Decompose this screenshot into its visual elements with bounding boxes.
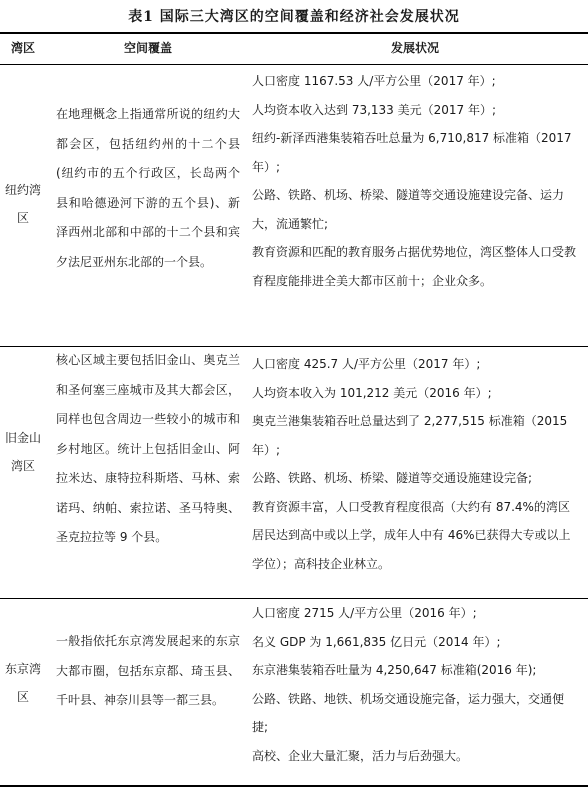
development-item: 教育资源和匹配的教育服务占据优势地位，湾区整体人口受教育程度能排进全美大都市区前十；企业众多。 — [252, 245, 577, 288]
development-item: 名义 GDP 为 1,661,835 亿日元（2014 年）; — [252, 634, 501, 649]
region-name: 东京湾区 — [4, 662, 41, 704]
bottom-rule — [0, 785, 588, 787]
coverage-text: 在地理概念上指通常所说的纽约大都会区，包括纽约州的十二个县(纽约市的五个行政区，长岛两个县和哈德逊河下游的五个县)、新泽西州北部和中部的十二个县和宾夕法尼亚州东北部的一个县。 — [56, 107, 240, 269]
development-item: 人口密度 2715 人/平方公里（2016 年）; — [252, 606, 477, 620]
header-development: 发展状况 — [390, 41, 439, 55]
development-item: 人口密度 425.7 人/平方公里（2017 年）; — [252, 357, 481, 371]
development-item: 人口密度 1167.53 人/平方公里（2017 年）; — [252, 74, 496, 88]
coverage-text: 一般指依托东京湾发展起来的东京大都市圈，包括东京都、琦玉县、千叶县、神奈川县等一都三县。 — [56, 634, 240, 707]
development-item: 教育资源丰富，人口受教育程度很高（大约有 87.4%的湾区居民达到高中或以上学，成年人中有 46%已获得大专或以上学位）；高科技企业林立。 — [252, 499, 571, 571]
development-list — [252, 599, 578, 770]
region-name: 旧金山湾区 — [4, 431, 41, 473]
development-item: 人均资本收入达到 73,133 美元（2017 年）; — [252, 102, 497, 117]
header-rule — [0, 64, 588, 65]
development-item: 高校、企业大量汇聚，活力与后劲强大。 — [252, 748, 469, 763]
development-item: 公路、铁路、地铁、机场交通设施完备，运力强大，交通便捷; — [252, 691, 565, 734]
development-item: 纽约-新泽西港集装箱吞吐总量为 6,710,817 标准箱（2017 年）; — [252, 131, 572, 174]
region-name: 纽约湾区 — [4, 183, 41, 225]
top-rule — [0, 32, 588, 34]
header-coverage: 空间覆盖 — [123, 41, 172, 55]
development-item: 奥克兰港集装箱吞吐总量达到了 2,277,515 标准箱（2015 年）; — [252, 414, 568, 457]
development-item: 人均资本收入为 101,212 美元（2016 年）; — [252, 385, 492, 400]
development-item: 公路、铁路、机场、桥梁、隧道等交通设施建设完备、运力大，流通繁忙; — [252, 188, 565, 231]
coverage-text: 核心区域主要包括旧金山、奥克兰和圣何塞三座城市及其大都会区，同样也包含周边一些较小的城市和乡村地区。统计上包括旧金山、阿拉米达、康特拉科斯塔、马林、索诺玛、纳帕、索拉诺、圣马特奥、圣克拉拉等 9 个县。 — [56, 353, 240, 544]
development-list — [252, 67, 578, 295]
table-title: 表1 国际三大湾区的空间覆盖和经济社会发展状况 — [128, 9, 460, 25]
development-list — [252, 350, 578, 578]
development-item: 东京港集装箱吞吐量为 4,250,647 标准箱(2016 年); — [252, 663, 537, 677]
header-region: 湾区 — [10, 41, 35, 55]
development-item: 公路、铁路、机场、桥梁、隧道等交通设施建设完备; — [252, 471, 533, 485]
